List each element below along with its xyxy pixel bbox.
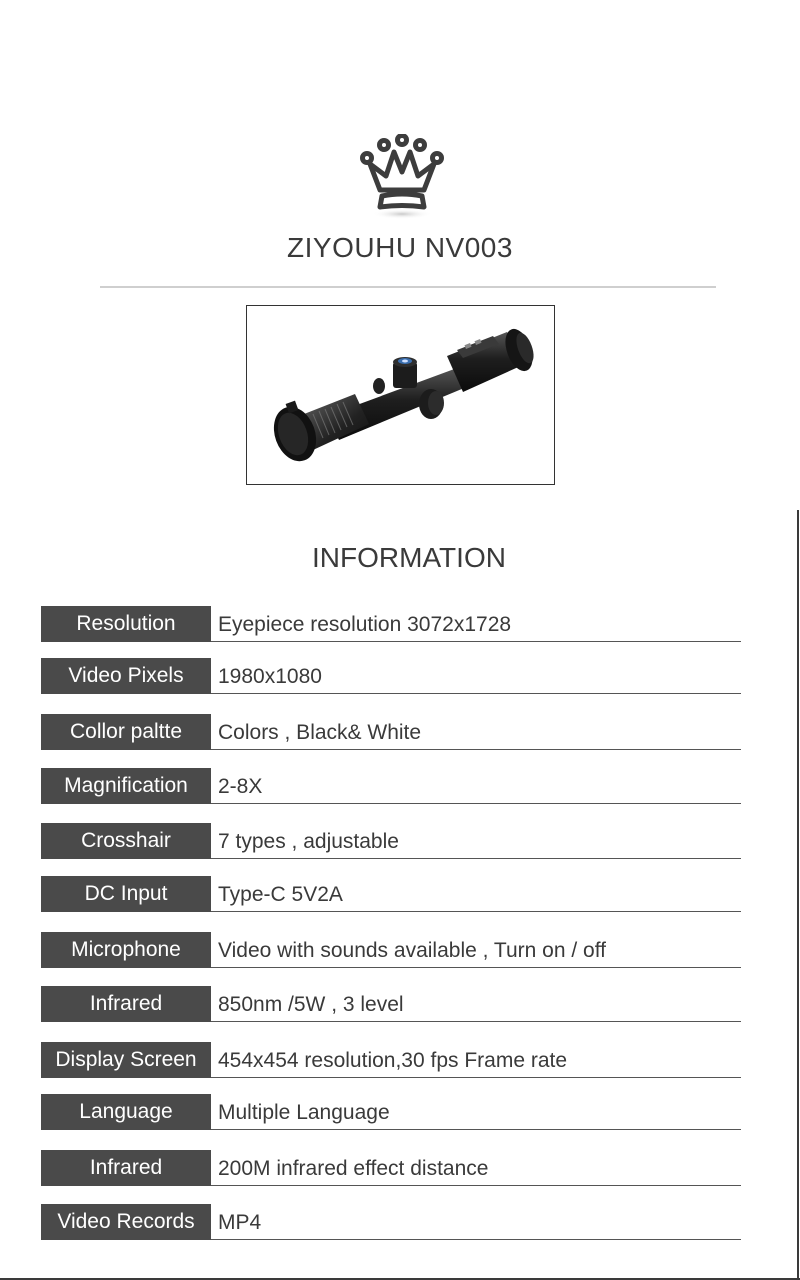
- spec-row: [41, 1204, 741, 1240]
- section-heading: INFORMATION: [312, 542, 506, 573]
- spec-label: Language: [41, 1094, 211, 1130]
- spec-value: 200M infrared effect distance: [218, 1157, 489, 1180]
- spec-value: 454x454 resolution,30 fps Frame rate: [218, 1049, 568, 1072]
- spec-label: Infrared: [41, 986, 211, 1022]
- spec-row: [41, 876, 741, 912]
- spec-underline: [211, 693, 741, 694]
- spec-row: [41, 768, 741, 804]
- spec-underline: [211, 967, 741, 968]
- spec-underline: [211, 1129, 741, 1130]
- spec-value: MP4: [218, 1211, 262, 1234]
- spec-value: Eyepiece resolution 3072x1728: [218, 613, 512, 636]
- spec-row: [41, 1042, 741, 1078]
- crown-icon: [358, 134, 446, 220]
- product-image: [246, 305, 555, 485]
- spec-label: Resolution: [41, 606, 211, 642]
- spec-underline: [211, 1239, 741, 1240]
- spec-label: Collor paltte: [41, 714, 211, 750]
- spec-value: Colors , Black& White: [218, 721, 422, 744]
- spec-row: [41, 606, 741, 642]
- spec-row: [41, 714, 741, 750]
- spec-row: [41, 986, 741, 1022]
- title-divider: [100, 286, 716, 288]
- spec-value: 7 types , adjustable: [218, 830, 399, 853]
- spec-row: [41, 932, 741, 968]
- spec-underline: [211, 1185, 741, 1186]
- spec-underline: [211, 858, 741, 859]
- product-title: ZIYOUHU NV003: [287, 232, 513, 263]
- spec-label: Infrared: [41, 1150, 211, 1186]
- spec-label: Video Records: [41, 1204, 211, 1240]
- spec-underline: [211, 911, 741, 912]
- spec-row: [41, 823, 741, 859]
- spec-underline: [211, 1077, 741, 1078]
- spec-label: Crosshair: [41, 823, 211, 859]
- spec-value: 1980x1080: [218, 665, 322, 688]
- spec-row: [41, 1094, 741, 1130]
- spec-value: 2-8X: [218, 775, 263, 798]
- spec-value: Type-C 5V2A: [218, 883, 343, 906]
- spec-row: [41, 1150, 741, 1186]
- page-edge-right: [797, 510, 799, 1280]
- spec-row: [41, 658, 741, 694]
- spec-label: Display Screen: [41, 1042, 211, 1078]
- spec-label: DC Input: [41, 876, 211, 912]
- spec-underline: [211, 749, 741, 750]
- spec-underline: [211, 1021, 741, 1022]
- spec-value: Multiple Language: [218, 1101, 390, 1124]
- rifle-scope-illustration: [247, 306, 554, 484]
- spec-label: Microphone: [41, 932, 211, 968]
- spec-value: 850nm /5W , 3 level: [218, 993, 404, 1016]
- spec-value: Video with sounds available , Turn on / off: [218, 939, 606, 962]
- spec-underline: [211, 803, 741, 804]
- spec-label: Video Pixels: [41, 658, 211, 694]
- spec-label: Magnification: [41, 768, 211, 804]
- spec-underline: [211, 641, 741, 642]
